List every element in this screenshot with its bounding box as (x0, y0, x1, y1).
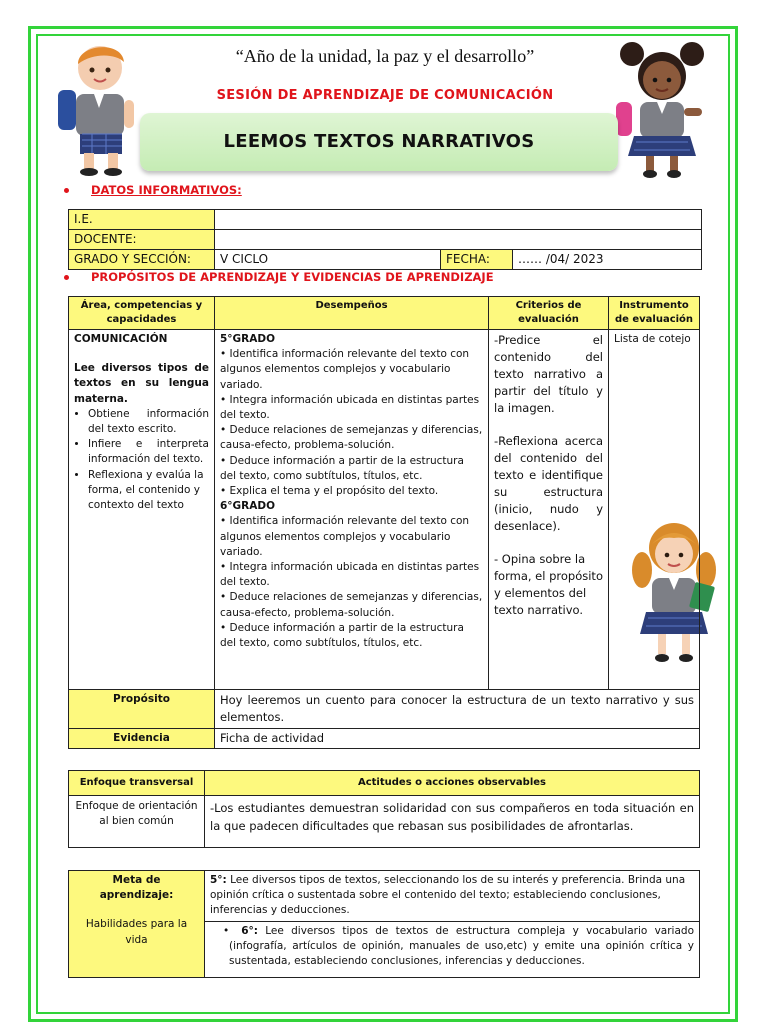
grado6-text: Lee diversos tipos de textos de estructura compleja y vocabulario variado (infografía, artículos de opinión, manuales de uso,etc) y emite una opinión crítica y sustentada, estableciendo conclusiones, inferencias y deducciones. (229, 924, 694, 968)
docente-label: DOCENTE: (69, 230, 215, 250)
desempeno-item: • Deduce relaciones de semejanzas y diferencias, causa-efecto, problema-solución. (220, 591, 483, 619)
bullet-icon (64, 188, 69, 193)
criterios-cell (489, 330, 609, 690)
year-motto: “Año de la unidad, la paz y el desarrollo” (235, 46, 535, 66)
meta-table (68, 870, 700, 978)
ie-label: I.E. (69, 210, 215, 230)
criterio-item: - Opina sobre la forma, el propósito y elementos del texto narrativo. (494, 552, 603, 617)
desempeno-item: • Integra información ubicada en distintas partes del texto. (220, 393, 480, 422)
desempenos-cell (215, 330, 489, 690)
grado6-title: 6°GRADO (220, 500, 276, 513)
criterio-item: -Reflexiona acerca del contenido del texto e identifique su estructura (inicio, nudo y desenlace). (494, 434, 603, 533)
bullet-icon (64, 275, 69, 280)
grado5-prefix: 5°: (210, 874, 227, 886)
area-cell (69, 330, 215, 690)
actitud-value: -Los estudiantes demuestran solidaridad con sus compañeros en toda situación en la que padecen dificultades que rebasan sus posibilidades de afrontarlas. (205, 796, 700, 848)
datos-heading (64, 183, 242, 197)
propositos-heading-text: PROPÓSITOS DE APRENDIZAJE Y EVIDENCIAS DE APRENDIZAJE (91, 270, 494, 284)
desempeno-item: • Deduce relaciones de semejanzas y diferencias, causa-efecto, problema-solución. (220, 424, 483, 452)
criterio-item: -Predice el contenido del texto narrativo a partir del título y la imagen. (494, 333, 603, 415)
datos-table (68, 209, 702, 270)
grado-value: V CICLO (215, 250, 441, 270)
meta-grado6 (205, 921, 700, 977)
docente-value (215, 230, 702, 250)
instrumento-value: Lista de cotejo (614, 333, 691, 345)
meta-label: Meta de aprendizaje: (99, 874, 174, 902)
desempeno-item: • Integra información ubicada en distintas partes del texto. (220, 561, 480, 589)
bullet-icon: • (223, 924, 230, 937)
evidencia-label: Evidencia (69, 729, 215, 749)
title-banner (140, 113, 618, 171)
boy-student-illustration (54, 38, 154, 178)
grado5-text: Lee diversos tipos de textos, seleccionando los de su interés y preferencia. Brinda una opinión crítica o sustentada sobre el contenido del texto; estableciendo conclusiones, inferencias y deducciones. (210, 874, 686, 917)
proposito-value: Hoy leeremos un cuento para conocer la estructura de un texto narrativo y sus elementos. (215, 690, 700, 729)
banner-title: LEEMOS TEXTOS NARRATIVOS (223, 131, 535, 152)
enfoque-table (68, 770, 700, 848)
enfoque-value: Enfoque de orientación al bien común (69, 796, 205, 848)
fecha-label: FECHA: (441, 250, 513, 270)
proposito-label: Propósito (69, 690, 215, 729)
fecha-value: …… /04/ 2023 (513, 250, 702, 270)
col-desempenos: Desempeños (215, 297, 489, 330)
meta-cell (69, 871, 205, 978)
desempeno-item: • Identifica información relevante del texto con algunos elementos complejos y vocabulario variado. (220, 515, 470, 558)
meta-grado5 (205, 871, 700, 922)
desempeno-item: • Deduce información a partir de la estructura del texto, como subtítulos, títulos, etc. (220, 621, 464, 650)
propositos-table (68, 296, 700, 749)
capacidad-item: • Obtiene información del texto escrito. (88, 407, 209, 437)
habilidades-label: Habilidades para la vida (85, 918, 188, 946)
ie-value (215, 210, 702, 230)
capacidades-list (74, 407, 209, 513)
desempeno-item: • Explica el tema y el propósito del texto. (220, 485, 439, 498)
grado5-title: 5°GRADO (220, 333, 276, 345)
area-title: COMUNICACIÓN (74, 333, 168, 345)
grado6-prefix: 6°: (241, 924, 258, 937)
col-instrumento: Instrumento de evaluación (609, 297, 700, 330)
desempeno-item: • Identifica información relevante del texto con algunos elementos complejos y vocabulario variado. (220, 348, 470, 391)
grado-label: GRADO Y SECCIÓN: (69, 250, 215, 270)
competencia: Lee diversos tipos de textos en su lengua materna. (74, 362, 209, 405)
capacidad-item: • Infiere e interpreta información del texto. (88, 437, 209, 467)
girl-student-illustration (612, 40, 712, 182)
capacidad-item: • Reflexiona y evalúa la forma, el contenido y contexto del texto (88, 468, 209, 514)
col-enfoque: Enfoque transversal (69, 771, 205, 796)
instrumento-cell (609, 330, 700, 690)
datos-heading-text: DATOS INFORMATIVOS: (91, 183, 242, 197)
session-title: SESIÓN DE APRENDIZAJE DE COMUNICACIÓN (216, 88, 554, 103)
propositos-heading (64, 270, 494, 284)
col-area: Área, competencias y capacidades (69, 297, 215, 330)
col-actitudes: Actitudes o acciones observables (205, 771, 700, 796)
col-criterios: Criterios de evaluación (489, 297, 609, 330)
evidencia-value: Ficha de actividad (215, 729, 700, 749)
desempeno-item: • Deduce información a partir de la estructura del texto, como subtítulos, títulos, etc. (220, 454, 464, 482)
